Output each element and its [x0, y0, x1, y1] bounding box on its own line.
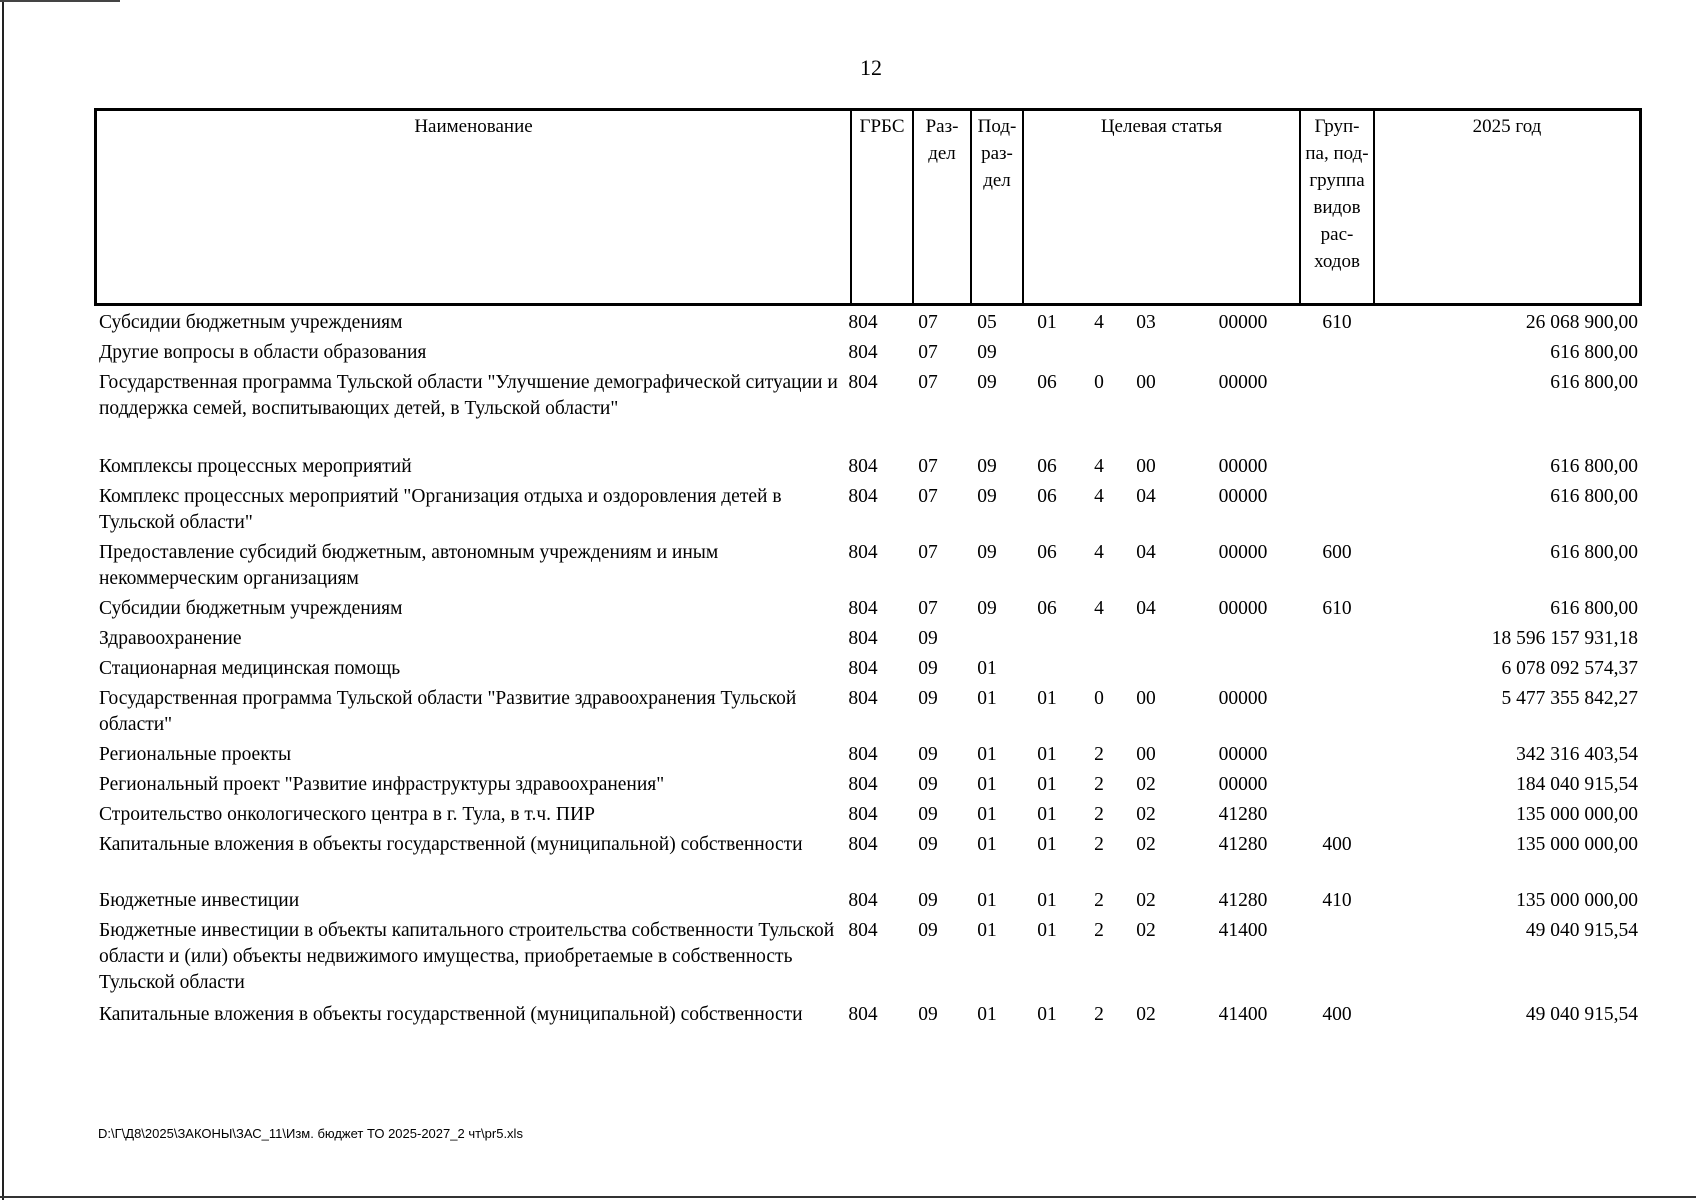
- row-cs-program: 01: [1037, 744, 1057, 765]
- row-podrazdel: 05: [977, 312, 997, 333]
- row-cs-direction: 00000: [1218, 774, 1268, 795]
- row-cs-subprogram: 03: [1136, 312, 1156, 333]
- scan-border-bottom: [0, 1196, 1696, 1198]
- row-amount: 135 000 000,00: [1516, 834, 1638, 855]
- row-cs-direction: 41280: [1218, 834, 1268, 855]
- row-grbs: 804: [848, 744, 878, 765]
- table-row: [94, 798, 1642, 828]
- row-amount: 616 800,00: [1550, 486, 1638, 507]
- row-razdel: 09: [918, 688, 938, 709]
- row-amount: 616 800,00: [1550, 598, 1638, 619]
- row-name: Другие вопросы в области образования: [99, 342, 427, 363]
- row-razdel: 09: [918, 1004, 938, 1025]
- table-row: [94, 768, 1642, 798]
- table-row: [94, 652, 1642, 682]
- header-gruppa-vidov-rashodov: Груп- па, под- группа видов рас- ходов: [1301, 111, 1375, 303]
- row-cs-subprogram: 04: [1136, 598, 1156, 619]
- row-cs-subprogram: 04: [1136, 486, 1156, 507]
- row-cs-program: 01: [1037, 834, 1057, 855]
- row-cs-subprogram: 02: [1136, 920, 1156, 941]
- row-amount: 26 068 900,00: [1525, 312, 1638, 333]
- row-razdel: 07: [918, 598, 938, 619]
- table-row: [94, 536, 1642, 592]
- row-name: Субсидии бюджетным учреждениям: [99, 598, 403, 619]
- row-grbs: 804: [848, 774, 878, 795]
- row-cs-program: 06: [1037, 598, 1057, 619]
- table-row: [94, 738, 1642, 768]
- row-razdel: 07: [918, 342, 938, 363]
- row-cs-type: 4: [1094, 598, 1104, 619]
- row-cs-program: 01: [1037, 688, 1057, 709]
- row-name: Комплексы процессных мероприятий: [99, 456, 412, 477]
- row-podrazdel: 01: [977, 744, 997, 765]
- row-podrazdel: 01: [977, 834, 997, 855]
- row-cs-subprogram: 02: [1136, 834, 1156, 855]
- row-grbs: 804: [848, 598, 878, 619]
- row-cs-type: 2: [1094, 834, 1104, 855]
- row-group: 610: [1322, 598, 1352, 619]
- row-amount: 5 477 355 842,27: [1501, 688, 1638, 709]
- row-razdel: 07: [918, 542, 938, 563]
- row-grbs: 804: [848, 456, 878, 477]
- row-podrazdel: 01: [977, 688, 997, 709]
- row-cs-type: 2: [1094, 774, 1104, 795]
- row-razdel: 09: [918, 890, 938, 911]
- row-cs-direction: 41400: [1218, 1004, 1268, 1025]
- row-group: 410: [1322, 890, 1352, 911]
- row-grbs: 804: [848, 312, 878, 333]
- row-name: Государственная программа Тульской области "Улучшение демографической ситуации и поддержка семей, воспитывающих детей, в Тульской области": [99, 372, 838, 419]
- row-cs-direction: 00000: [1218, 312, 1268, 333]
- row-cs-type: 2: [1094, 890, 1104, 911]
- row-cs-subprogram: 02: [1136, 1004, 1156, 1025]
- row-razdel: 07: [918, 372, 938, 393]
- row-podrazdel: 01: [977, 774, 997, 795]
- row-podrazdel: 01: [977, 890, 997, 911]
- row-cs-direction: 41280: [1218, 890, 1268, 911]
- row-grbs: 804: [848, 658, 878, 679]
- row-razdel: 09: [918, 628, 938, 649]
- row-cs-type: 0: [1094, 372, 1104, 393]
- row-podrazdel: 09: [977, 456, 997, 477]
- row-grbs: 804: [848, 1004, 878, 1025]
- row-cs-direction: 41400: [1218, 920, 1268, 941]
- row-name: Региональный проект "Развитие инфраструктуры здравоохранения": [99, 774, 665, 795]
- table-row: [94, 998, 1642, 1054]
- row-cs-type: 4: [1094, 542, 1104, 563]
- row-amount: 342 316 403,54: [1516, 744, 1638, 765]
- row-cs-direction: 00000: [1218, 456, 1268, 477]
- header-razdel: Раз- дел: [914, 111, 972, 303]
- row-amount: 135 000 000,00: [1516, 890, 1638, 911]
- row-podrazdel: 09: [977, 542, 997, 563]
- row-cs-subprogram: 00: [1136, 456, 1156, 477]
- row-name: Предоставление субсидий бюджетным, автономным учреждениям и иным некоммерческим организациям: [99, 542, 719, 589]
- row-cs-program: 01: [1037, 774, 1057, 795]
- row-grbs: 804: [848, 342, 878, 363]
- row-razdel: 09: [918, 658, 938, 679]
- row-group: 400: [1322, 834, 1352, 855]
- row-podrazdel: 09: [977, 342, 997, 363]
- row-amount: 616 800,00: [1550, 372, 1638, 393]
- row-grbs: 804: [848, 542, 878, 563]
- row-grbs: 804: [848, 920, 878, 941]
- header-podrazdel: Под- раз- дел: [972, 111, 1024, 303]
- row-podrazdel: 09: [977, 598, 997, 619]
- page-number: 12: [860, 55, 882, 80]
- row-name: Бюджетные инвестиции в объекты капитального строительства собственности Тульской области и (или) объекты недвижимого имущества, приобретаемые в собственность Тульской области: [99, 920, 835, 993]
- row-name: Строительство онкологического центра в г. Тула, в т.ч. ПИР: [99, 804, 595, 825]
- row-group: 400: [1322, 1004, 1352, 1025]
- row-amount: 616 800,00: [1550, 542, 1638, 563]
- row-razdel: 07: [918, 486, 938, 507]
- header-year: 2025 год: [1472, 116, 1542, 137]
- row-group: 610: [1322, 312, 1352, 333]
- row-cs-subprogram: 02: [1136, 890, 1156, 911]
- table-row: [94, 306, 1642, 336]
- row-grbs: 804: [848, 804, 878, 825]
- row-cs-subprogram: 00: [1136, 744, 1156, 765]
- row-cs-type: 0: [1094, 688, 1104, 709]
- row-razdel: 07: [918, 312, 938, 333]
- row-amount: 616 800,00: [1550, 342, 1638, 363]
- header-celevaya-statya: Целевая статья: [1024, 111, 1301, 303]
- row-podrazdel: 01: [977, 1004, 997, 1025]
- row-name: Субсидии бюджетным учреждениям: [99, 312, 403, 333]
- row-name: Капитальные вложения в объекты государственной (муниципальной) собственности: [99, 834, 803, 855]
- row-razdel: 09: [918, 804, 938, 825]
- row-amount: 184 040 915,54: [1516, 774, 1638, 795]
- row-cs-program: 06: [1037, 542, 1057, 563]
- row-amount: 18 596 157 931,18: [1491, 628, 1638, 649]
- row-podrazdel: 01: [977, 804, 997, 825]
- table-row: [94, 592, 1642, 622]
- row-name: Капитальные вложения в объекты государственной (муниципальной) собственности: [99, 1004, 803, 1025]
- row-amount: 49 040 915,54: [1525, 920, 1638, 941]
- row-cs-program: 01: [1037, 920, 1057, 941]
- row-cs-type: 4: [1094, 486, 1104, 507]
- table-row: [94, 480, 1642, 536]
- row-cs-direction: 00000: [1218, 744, 1268, 765]
- row-cs-type: 2: [1094, 804, 1104, 825]
- row-podrazdel: 09: [977, 372, 997, 393]
- row-cs-program: 06: [1037, 486, 1057, 507]
- row-name: Комплекс процессных мероприятий "Организация отдыха и оздоровления детей в Тульской области": [99, 486, 782, 533]
- row-razdel: 09: [918, 920, 938, 941]
- row-cs-direction: 00000: [1218, 598, 1268, 619]
- row-name: Региональные проекты: [99, 744, 292, 765]
- row-cs-type: 2: [1094, 1004, 1104, 1025]
- row-cs-subprogram: 02: [1136, 774, 1156, 795]
- row-group: 600: [1322, 542, 1352, 563]
- table-row: [94, 336, 1642, 366]
- row-amount: 616 800,00: [1550, 456, 1638, 477]
- row-cs-type: 4: [1094, 456, 1104, 477]
- header-name: Наименование: [97, 111, 852, 303]
- row-cs-program: 01: [1037, 1004, 1057, 1025]
- row-name: Стационарная медицинская помощь: [99, 658, 401, 679]
- row-amount: 6 078 092 574,37: [1501, 658, 1638, 679]
- table-row: [94, 622, 1642, 652]
- row-cs-direction: 00000: [1218, 486, 1268, 507]
- table-row: [94, 828, 1642, 884]
- table-row: [94, 682, 1642, 738]
- row-razdel: 07: [918, 456, 938, 477]
- row-cs-type: 2: [1094, 920, 1104, 941]
- row-cs-subprogram: 04: [1136, 542, 1156, 563]
- table-row: [94, 914, 1642, 998]
- scan-border-left: [2, 0, 4, 1200]
- row-cs-program: 01: [1037, 804, 1057, 825]
- row-name: Государственная программа Тульской области "Развитие здравоохранения Тульской области": [99, 688, 797, 735]
- row-amount: 135 000 000,00: [1516, 804, 1638, 825]
- row-podrazdel: 09: [977, 486, 997, 507]
- row-cs-subprogram: 00: [1136, 372, 1156, 393]
- row-cs-type: 2: [1094, 744, 1104, 765]
- row-grbs: 804: [848, 834, 878, 855]
- row-grbs: 804: [848, 486, 878, 507]
- header-grbs: ГРБС: [852, 111, 914, 303]
- table-row: [94, 366, 1642, 450]
- row-grbs: 804: [848, 890, 878, 911]
- row-cs-program: 06: [1037, 372, 1057, 393]
- row-grbs: 804: [848, 372, 878, 393]
- row-cs-subprogram: 00: [1136, 688, 1156, 709]
- row-cs-type: 4: [1094, 312, 1104, 333]
- row-cs-direction: 00000: [1218, 688, 1268, 709]
- row-cs-subprogram: 02: [1136, 804, 1156, 825]
- row-name: Здравоохранение: [99, 628, 242, 649]
- row-cs-program: 01: [1037, 312, 1057, 333]
- row-cs-program: 01: [1037, 890, 1057, 911]
- table-header: [94, 108, 1642, 306]
- row-razdel: 09: [918, 834, 938, 855]
- table-row: [94, 450, 1642, 480]
- row-cs-direction: 00000: [1218, 372, 1268, 393]
- scan-border-top: [0, 0, 120, 2]
- file-path-footer: D:\Г\Д8\2025\ЗАКОНЫ\ЗАС_11\Изм. бюджет ТО 2025-2027_2 чт\pr5.xls: [98, 1126, 523, 1141]
- row-name: Бюджетные инвестиции: [99, 890, 300, 911]
- row-cs-direction: 00000: [1218, 542, 1268, 563]
- row-podrazdel: 01: [977, 658, 997, 679]
- table-row: [94, 884, 1642, 914]
- row-razdel: 09: [918, 774, 938, 795]
- row-grbs: 804: [848, 688, 878, 709]
- table-body: [94, 306, 1642, 1054]
- row-cs-program: 06: [1037, 456, 1057, 477]
- row-grbs: 804: [848, 628, 878, 649]
- row-cs-direction: 41280: [1218, 804, 1268, 825]
- row-amount: 49 040 915,54: [1525, 1004, 1638, 1025]
- row-podrazdel: 01: [977, 920, 997, 941]
- row-razdel: 09: [918, 744, 938, 765]
